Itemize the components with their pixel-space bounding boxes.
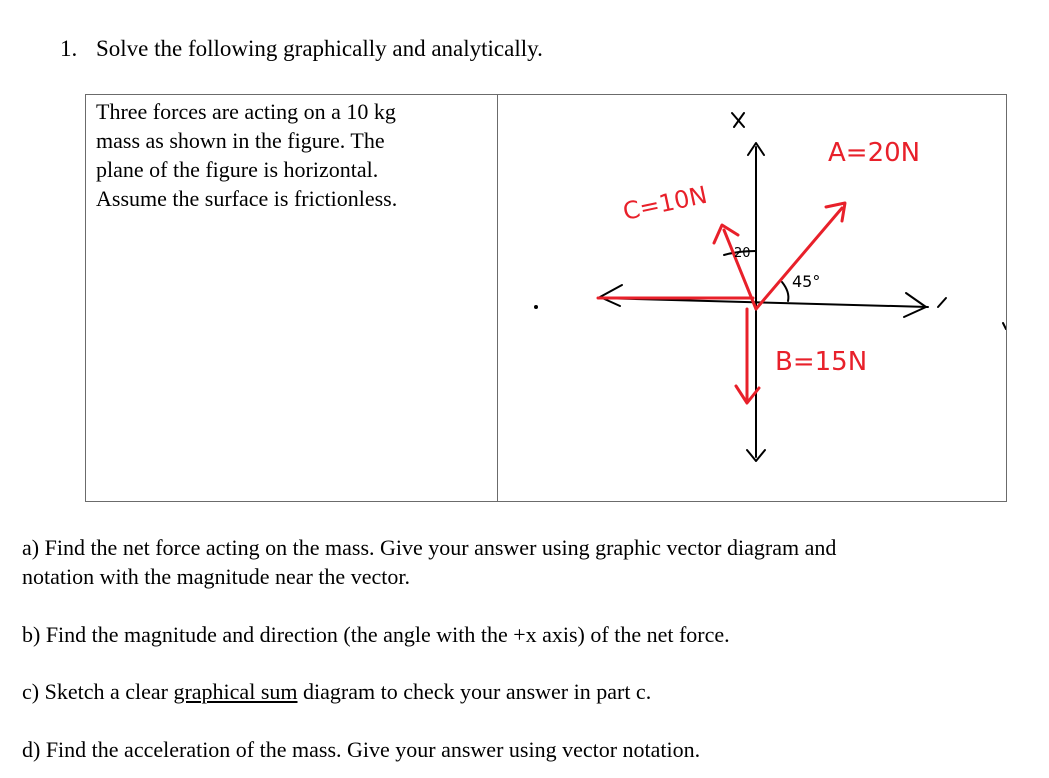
angle-a-label: 45° — [792, 272, 821, 291]
problem-statement — [96, 97, 476, 213]
part-c-prefix: c) Sketch a clear — [22, 679, 174, 704]
angle-c-label: 20 — [734, 246, 751, 261]
neg-x-arrowhead — [600, 285, 622, 306]
part-c — [22, 677, 1022, 706]
part-c-underlined: graphical sum — [173, 679, 298, 704]
part-b: b) Find the magnitude and direction (the angle with the +x axis) of the net force. — [22, 622, 730, 647]
part-a-line1: a) Find the net force acting on the mass. Give your answer using graphic vector diagram and — [22, 535, 837, 560]
stray-mark — [1003, 323, 1006, 329]
question-number: 1. — [60, 36, 78, 61]
problem-line: mass as shown in the figure. The — [96, 128, 385, 153]
stray-dot — [534, 305, 538, 309]
force-b-label: B=15N — [775, 347, 868, 377]
x-axis-arrowhead — [904, 293, 926, 317]
force-c-label: C=10N — [620, 180, 710, 226]
part-d: d) Find the acceleration of the mass. Give your answer using vector notation. — [22, 737, 701, 762]
stray-mark — [938, 298, 946, 307]
problem-line: plane of the figure is horizontal. — [96, 157, 379, 182]
part-a — [22, 533, 1022, 591]
angle-arc-a — [782, 282, 788, 301]
part-c-suffix: diagram to check your answer in part c. — [297, 679, 652, 704]
force-diagram — [498, 95, 1006, 501]
force-a-vector — [756, 208, 842, 309]
question-title-text: Solve the following graphically and analytically. — [96, 36, 543, 61]
force-a-label: A=20N — [828, 138, 921, 168]
question-title — [60, 36, 543, 62]
problem-line: Assume the surface is frictionless. — [96, 186, 398, 211]
force-a-arrowhead — [826, 203, 845, 221]
part-a-line2: notation with the magnitude near the vector. — [22, 564, 410, 589]
problem-line: Three forces are acting on a 10 kg — [96, 99, 396, 124]
